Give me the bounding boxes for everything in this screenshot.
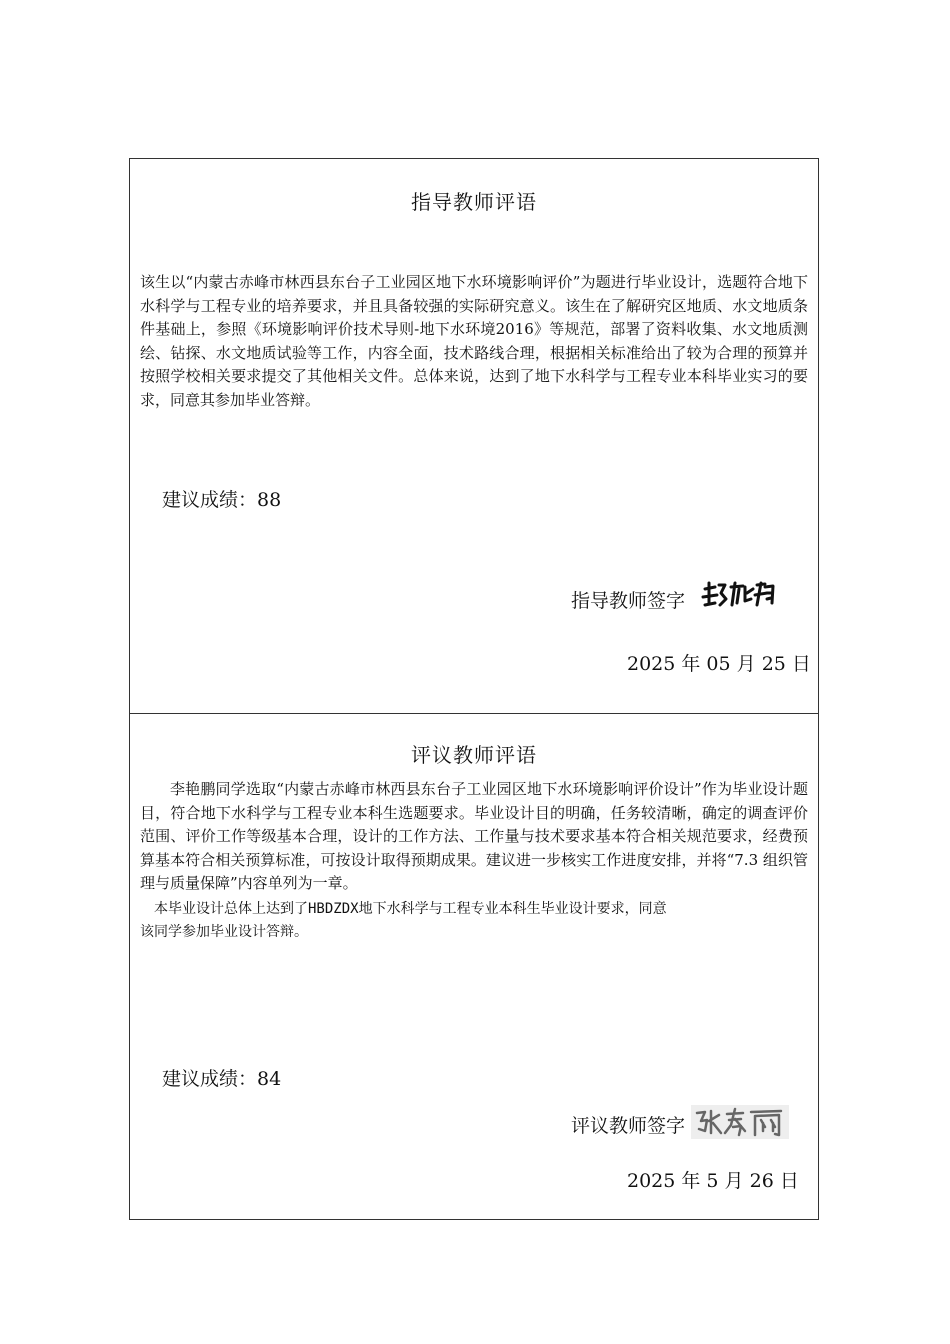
- advisor-grade: [162, 485, 281, 512]
- reviewer-sign-row: [571, 1105, 789, 1144]
- reviewer-section: [130, 714, 818, 1219]
- reviewer-grade-value: 84: [257, 1068, 282, 1090]
- reviewer-comment-p1: 李艳鹏同学选取“内蒙古赤峰市林西县东台子工业园区地下水环境影响评价设计”作为毕业设计题目，符合地下水科学与工程专业本科生选题要求。毕业设计目的明确，任务较清晰，确定的调查评价范围、评价工作等级基本合理，设计的工作方法、工作量与技术要求基本符合相关规范要求，经费预算基本符合相关预算标准，可按设计取得预期成果。建议进一步核实工作进度安排，并将“7.3 组织管理与质量保障”内容单列为一章。: [140, 780, 808, 892]
- evaluation-form: [129, 158, 819, 1220]
- reviewer-comment-p2-line1: 本毕业设计总体上达到了HBDZDX地下水科学与工程专业本科生毕业设计要求，同意: [154, 900, 667, 917]
- advisor-date: 2025 年 05 月 25 日: [627, 653, 811, 675]
- reviewer-grade-label: 建议成绩：: [162, 1068, 258, 1090]
- advisor-sign-label: 指导教师签字: [571, 590, 686, 612]
- advisor-sign-row: [571, 575, 777, 624]
- advisor-grade-label: 建议成绩：: [162, 489, 258, 511]
- reviewer-comment: [140, 778, 808, 945]
- advisor-heading: 指导教师评语: [411, 190, 537, 214]
- reviewer-comment-p2-line2: 该同学参加毕业设计答辩。: [140, 924, 308, 940]
- advisor-comment-text: 该生以“内蒙古赤峰市林西县东台子工业园区地下水环境影响评价”为题进行毕业设计，选题符合地下水科学与工程专业的培养要求，并且具备较强的实际研究意义。该生在了解研究区地质、水文地质条件基础上，参照《环境影响评价技术导则-地下水环境2016》等规范，部署了资料收集、水文地质测绘、钻探、水文地质试验等工作，内容全面，技术路线合理，根据相关标准给出了较为合理的预算并按照学校相关要求提交了其他相关文件。总体来说，达到了地下水科学与工程专业本科毕业实习的要求，同意其参加毕业答辩。: [140, 273, 808, 409]
- reviewer-signature: [691, 1105, 789, 1144]
- reviewer-heading: 评议教师评语: [411, 743, 537, 767]
- advisor-grade-value: 88: [257, 489, 282, 511]
- reviewer-grade: [162, 1064, 281, 1091]
- reviewer-sign-label: 评议教师签字: [571, 1115, 686, 1137]
- advisor-signature: [699, 575, 777, 624]
- reviewer-date: 2025 年 5 月 26 日: [627, 1170, 799, 1192]
- advisor-comment: [140, 271, 808, 412]
- advisor-section: [130, 159, 818, 714]
